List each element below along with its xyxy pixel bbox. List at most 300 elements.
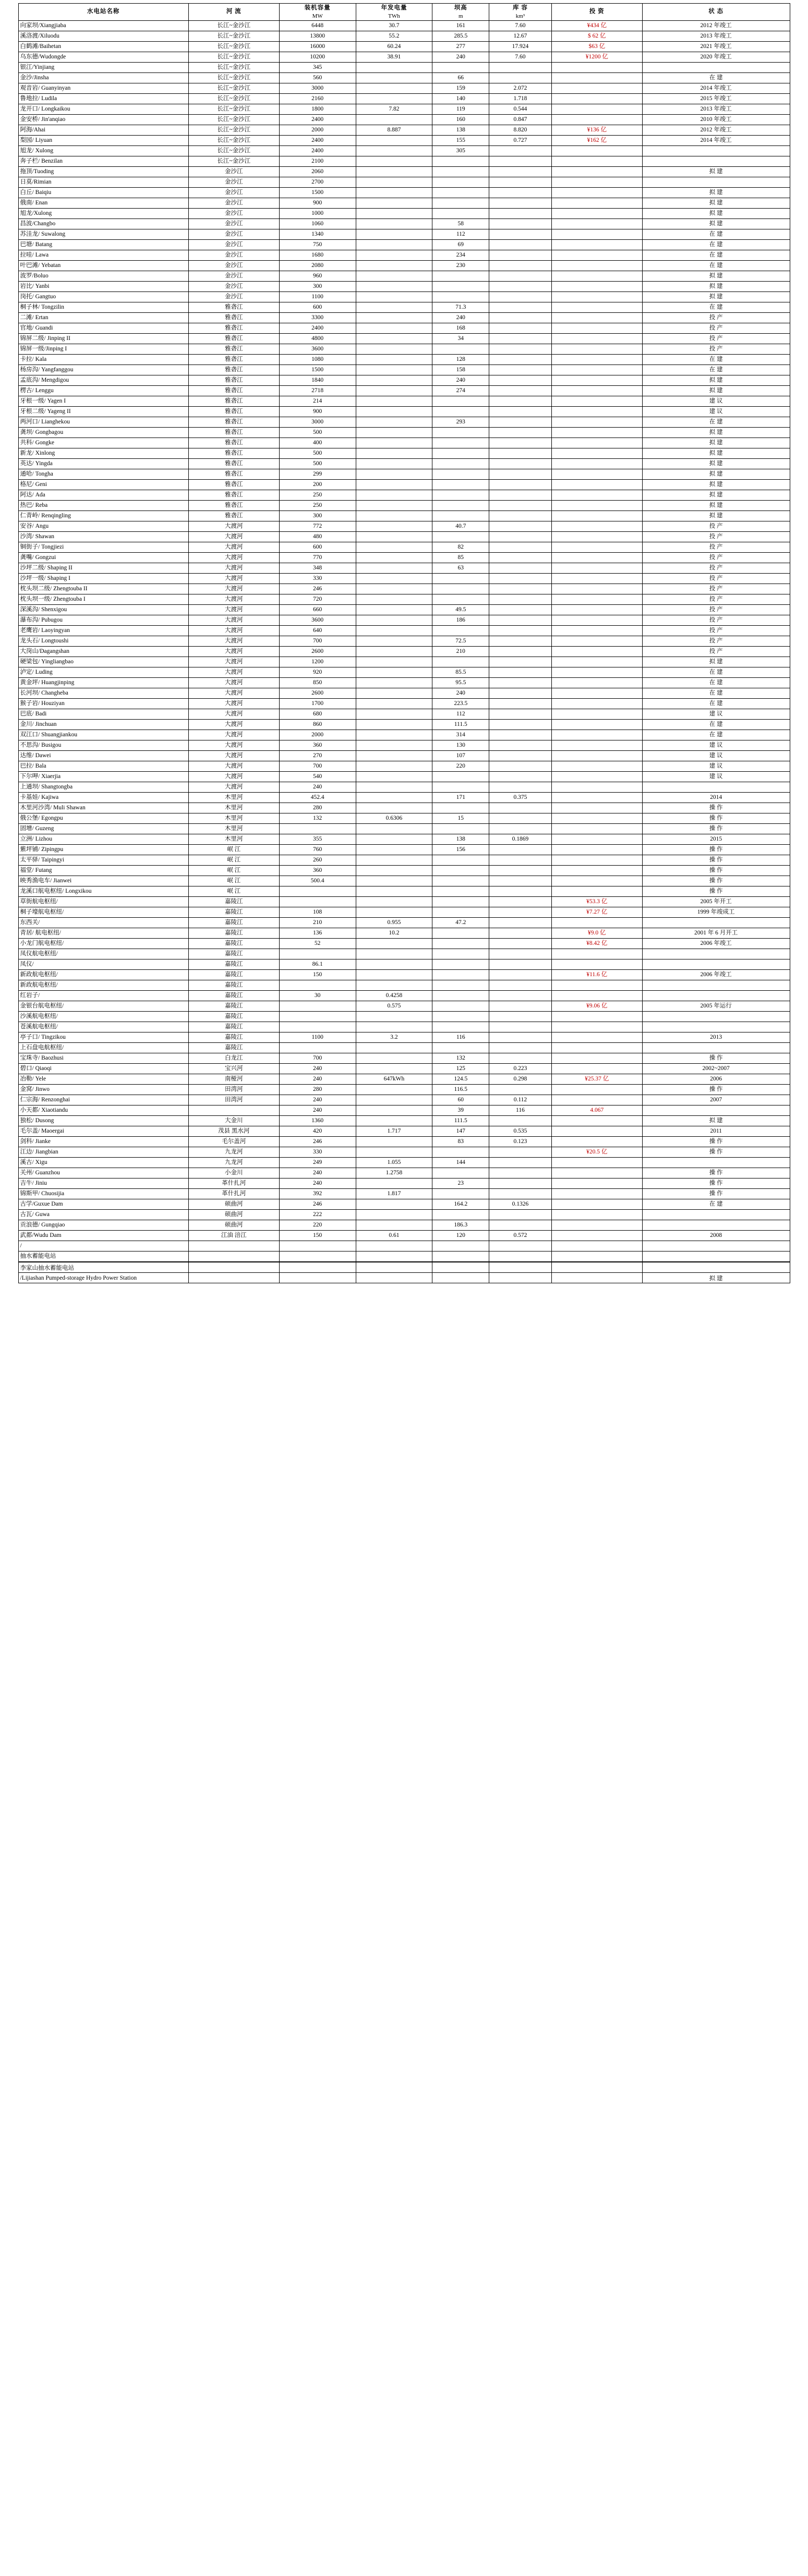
installed-capacity: 360 — [279, 866, 356, 876]
annual-generation — [356, 438, 432, 448]
installed-capacity: 222 — [279, 1210, 356, 1220]
table-row — [18, 980, 790, 991]
status: 拟 建 — [642, 292, 790, 302]
annual-generation — [356, 177, 432, 188]
status: 2014 — [642, 793, 790, 803]
dam-height: 168 — [432, 323, 489, 334]
station-name: 巴塘/ Batang — [18, 240, 188, 250]
status — [642, 1158, 790, 1168]
investment — [551, 334, 642, 344]
station-name: 金沙/Jinsha — [18, 73, 188, 83]
installed-capacity: 270 — [279, 751, 356, 761]
station-name: 毛尔盖/ Maoergai — [18, 1126, 188, 1137]
table-row — [18, 866, 790, 876]
table-row — [18, 1116, 790, 1126]
dam-height: 277 — [432, 42, 489, 52]
installed-capacity: 3000 — [279, 417, 356, 428]
dam-height: 210 — [432, 647, 489, 657]
reservoir-storage — [489, 63, 552, 73]
installed-capacity: 1700 — [279, 699, 356, 709]
investment — [551, 282, 642, 292]
station-name: 巴拉/ Bala — [18, 761, 188, 772]
dam-height — [432, 438, 489, 448]
status: 在 建 — [642, 250, 790, 261]
table-row — [18, 1085, 790, 1095]
status: 在 建 — [642, 688, 790, 699]
station-name: 上通坝/ Shangtongba — [18, 782, 188, 793]
station-name: 旭龙/Xulong — [18, 209, 188, 219]
dam-height — [432, 292, 489, 302]
investment — [551, 1053, 642, 1064]
annual-generation: 10.2 — [356, 928, 432, 939]
station-name: 观音岩/ Guanyinyan — [18, 83, 188, 94]
reservoir-storage: 0.544 — [489, 104, 552, 115]
investment — [551, 480, 642, 490]
installed-capacity — [279, 824, 356, 834]
dam-height: 82 — [432, 542, 489, 553]
dam-height — [432, 501, 489, 511]
status: 2011 — [642, 1126, 790, 1137]
investment — [551, 834, 642, 845]
installed-capacity: 1360 — [279, 1116, 356, 1126]
station-name: 通哈/ Tongha — [18, 469, 188, 480]
station-name: 草街航电枢纽/ — [18, 897, 188, 907]
investment — [551, 386, 642, 396]
dam-height — [432, 949, 489, 959]
table-row — [18, 177, 790, 188]
annual-generation: 0.6306 — [356, 813, 432, 824]
river-name: 嘉陵江 — [188, 1043, 279, 1053]
reservoir-storage — [489, 490, 552, 501]
table-row — [18, 21, 790, 31]
station-name: 立洲/ Lizhou — [18, 834, 188, 845]
status: 建 议 — [642, 772, 790, 782]
installed-capacity: 850 — [279, 678, 356, 688]
installed-capacity: 760 — [279, 845, 356, 855]
dam-height — [432, 198, 489, 209]
installed-capacity: 540 — [279, 772, 356, 782]
river-name — [188, 1241, 279, 1251]
river-name: 大渡河 — [188, 667, 279, 678]
investment — [551, 104, 642, 115]
dam-height: 107 — [432, 751, 489, 761]
table-row — [18, 1189, 790, 1199]
dam-height — [432, 459, 489, 469]
investment — [551, 584, 642, 594]
reservoir-storage: 0.223 — [489, 1064, 552, 1074]
investment — [551, 156, 642, 167]
river-name: 九龙河 — [188, 1147, 279, 1158]
annual-generation — [356, 167, 432, 177]
dam-height: 144 — [432, 1158, 489, 1168]
table-row — [18, 344, 790, 355]
status: 2005 年运行 — [642, 1001, 790, 1012]
annual-generation — [356, 261, 432, 271]
investment — [551, 657, 642, 667]
dam-height: 66 — [432, 73, 489, 83]
table-row — [18, 438, 790, 448]
annual-generation — [356, 939, 432, 949]
reservoir-storage — [489, 1220, 552, 1231]
river-name: 长江~金沙江 — [188, 125, 279, 136]
investment: ¥53.3 亿 — [551, 897, 642, 907]
status: 2020 年竣工 — [642, 52, 790, 63]
status: 建 议 — [642, 709, 790, 720]
station-name: 二滩/ Ertan — [18, 313, 188, 323]
table-row — [18, 991, 790, 1001]
reservoir-storage — [489, 970, 552, 980]
installed-capacity: 16000 — [279, 42, 356, 52]
table-row — [18, 83, 790, 94]
station-name: 新龙/ Xinlong — [18, 448, 188, 459]
reservoir-storage — [489, 761, 552, 772]
river-name: 嘉陵江 — [188, 1022, 279, 1032]
station-name: 白鹤滩/Baihetan — [18, 42, 188, 52]
dam-height — [432, 282, 489, 292]
station-name: 阿达/ Ada — [18, 490, 188, 501]
status — [642, 1251, 790, 1262]
station-name: 小龙门航电枢纽/ — [18, 939, 188, 949]
investment: ¥7.27 亿 — [551, 907, 642, 918]
annual-generation — [356, 855, 432, 866]
dam-height: 116 — [432, 1032, 489, 1043]
footer-dam-height-2 — [432, 1273, 489, 1283]
investment — [551, 949, 642, 959]
table-row — [18, 1220, 790, 1231]
river-name: 大渡河 — [188, 761, 279, 772]
river-name: 雅砻江 — [188, 365, 279, 375]
table-row — [18, 886, 790, 897]
footer-status-2: 拟 建 — [642, 1273, 790, 1283]
installed-capacity: 772 — [279, 521, 356, 532]
dam-height: 85 — [432, 553, 489, 563]
installed-capacity: 10200 — [279, 52, 356, 63]
status — [642, 63, 790, 73]
dam-height — [432, 980, 489, 991]
annual-generation — [356, 521, 432, 532]
status: 拟 建 — [642, 167, 790, 177]
investment — [551, 198, 642, 209]
river-name: 硕曲河 — [188, 1199, 279, 1210]
station-name: 龙溪口航电枢纽/ Longxikou — [18, 886, 188, 897]
investment — [551, 511, 642, 521]
dam-height — [432, 1147, 489, 1158]
annual-generation — [356, 1137, 432, 1147]
investment — [551, 1126, 642, 1137]
installed-capacity: 1080 — [279, 355, 356, 365]
river-name: 雅砻江 — [188, 428, 279, 438]
table-row — [18, 146, 790, 156]
station-name: 贡浪德/ Gungqiao — [18, 1220, 188, 1231]
status: 在 建 — [642, 229, 790, 240]
status: 2005 年开工 — [642, 897, 790, 907]
station-name: 两河口/ Lianghekou — [18, 417, 188, 428]
river-name: 金沙江 — [188, 250, 279, 261]
river-name: 大金川 — [188, 1116, 279, 1126]
installed-capacity: 1200 — [279, 657, 356, 667]
reservoir-storage — [489, 563, 552, 574]
table-row — [18, 469, 790, 480]
status: 投 产 — [642, 636, 790, 647]
reservoir-storage: 0.1869 — [489, 834, 552, 845]
status: 2001 年 6 月开工 — [642, 928, 790, 939]
river-name: 宝兴河 — [188, 1064, 279, 1074]
installed-capacity: 680 — [279, 709, 356, 720]
annual-generation — [356, 1012, 432, 1022]
annual-generation — [356, 959, 432, 970]
investment — [551, 678, 642, 688]
table-row — [18, 793, 790, 803]
footer-row-2 — [18, 1273, 790, 1283]
river-name: 大渡河 — [188, 730, 279, 740]
table-row — [18, 688, 790, 699]
installed-capacity: 3600 — [279, 344, 356, 355]
table-row — [18, 709, 790, 720]
investment — [551, 688, 642, 699]
dam-height — [432, 1189, 489, 1199]
reservoir-storage — [489, 866, 552, 876]
station-name: 瀑布沟/ Pubugou — [18, 615, 188, 626]
installed-capacity: 2400 — [279, 323, 356, 334]
status: 投 产 — [642, 647, 790, 657]
table-row — [18, 417, 790, 428]
annual-generation — [356, 980, 432, 991]
annual-generation — [356, 824, 432, 834]
river-name: 金沙江 — [188, 271, 279, 282]
reservoir-storage — [489, 271, 552, 282]
status: 操 作 — [642, 1053, 790, 1064]
footer-generation — [356, 1262, 432, 1273]
station-name: 阿海/Ahai — [18, 125, 188, 136]
annual-generation — [356, 1053, 432, 1064]
reservoir-storage — [489, 396, 552, 407]
dam-height: 47.2 — [432, 918, 489, 928]
river-name: 金沙江 — [188, 198, 279, 209]
dam-height: 132 — [432, 1053, 489, 1064]
investment — [551, 709, 642, 720]
investment — [551, 793, 642, 803]
table-row — [18, 782, 790, 793]
dam-height — [432, 1022, 489, 1032]
annual-generation — [356, 198, 432, 209]
river-name: 大渡河 — [188, 751, 279, 761]
table-row — [18, 167, 790, 177]
investment — [551, 824, 642, 834]
investment: ¥25.37 亿 — [551, 1074, 642, 1085]
dam-height: 156 — [432, 845, 489, 855]
river-name: 雅砻江 — [188, 480, 279, 490]
installed-capacity — [279, 1022, 356, 1032]
river-name — [188, 1251, 279, 1262]
station-name: 锦斯甲/ Chuosijia — [18, 1189, 188, 1199]
status: 拟 建 — [642, 386, 790, 396]
table-row — [18, 1032, 790, 1043]
annual-generation — [356, 970, 432, 980]
annual-generation: 38.91 — [356, 52, 432, 63]
annual-generation: 0.955 — [356, 918, 432, 928]
annual-generation: 647kWh — [356, 1074, 432, 1085]
reservoir-storage — [489, 1032, 552, 1043]
reservoir-storage — [489, 355, 552, 365]
installed-capacity: 700 — [279, 761, 356, 772]
river-name: 嘉陵江 — [188, 949, 279, 959]
annual-generation — [356, 803, 432, 813]
river-name: 雅砻江 — [188, 469, 279, 480]
dam-height — [432, 897, 489, 907]
status — [642, 782, 790, 793]
station-name: 大岗山/Dagangshan — [18, 647, 188, 657]
dam-height — [432, 657, 489, 667]
station-name: 硬梁包/ Yingliangbao — [18, 657, 188, 667]
investment — [551, 438, 642, 448]
investment: ¥1200 亿 — [551, 52, 642, 63]
table-row — [18, 240, 790, 250]
reservoir-storage — [489, 918, 552, 928]
reservoir-storage — [489, 553, 552, 563]
status: 投 产 — [642, 313, 790, 323]
dam-height: 112 — [432, 709, 489, 720]
river-name: 雅砻江 — [188, 334, 279, 344]
reservoir-storage — [489, 313, 552, 323]
dam-height — [432, 63, 489, 73]
status: 在 建 — [642, 699, 790, 709]
reservoir-storage — [489, 720, 552, 730]
river-name: 金沙江 — [188, 209, 279, 219]
river-name: 长江~金沙江 — [188, 156, 279, 167]
footer-row-1 — [18, 1262, 790, 1273]
investment — [551, 271, 642, 282]
dam-height — [432, 396, 489, 407]
dam-height — [432, 959, 489, 970]
installed-capacity: 392 — [279, 1189, 356, 1199]
installed-capacity: 348 — [279, 563, 356, 574]
river-name: 长江~金沙江 — [188, 52, 279, 63]
status: 拟 建 — [642, 198, 790, 209]
table-row — [18, 1231, 790, 1241]
dam-height: 111.5 — [432, 1116, 489, 1126]
river-name: 木里河 — [188, 834, 279, 845]
station-name: 碧口/ Qiaoqi — [18, 1064, 188, 1074]
station-name: 深溪沟/ Shenxigou — [18, 605, 188, 615]
status: 2013 年竣工 — [642, 104, 790, 115]
installed-capacity: 2060 — [279, 167, 356, 177]
dam-height — [432, 866, 489, 876]
dam-height — [432, 156, 489, 167]
station-name: 紫坪铺/ Zipingpu — [18, 845, 188, 855]
table-body — [18, 21, 790, 1262]
reservoir-storage — [489, 824, 552, 834]
installed-capacity: 246 — [279, 584, 356, 594]
status: 操 作 — [642, 824, 790, 834]
station-name: 奔子栏/ Benzilan — [18, 156, 188, 167]
status: 2010 年竣工 — [642, 115, 790, 125]
installed-capacity: 3600 — [279, 615, 356, 626]
table-row — [18, 448, 790, 459]
status: 拟 建 — [642, 469, 790, 480]
investment — [551, 115, 642, 125]
col-header-storage: 库 容 km³ — [489, 4, 552, 21]
annual-generation: 55.2 — [356, 31, 432, 42]
investment — [551, 292, 642, 302]
installed-capacity: 2600 — [279, 688, 356, 699]
reservoir-storage: 8.820 — [489, 125, 552, 136]
station-name: 溪古/ Xigu — [18, 1158, 188, 1168]
river-name: 长江~金沙江 — [188, 83, 279, 94]
status — [642, 1210, 790, 1220]
annual-generation — [356, 1220, 432, 1231]
reservoir-storage: 0.112 — [489, 1095, 552, 1105]
col-header-capacity: 装机容量 MW — [279, 4, 356, 21]
dam-height — [432, 803, 489, 813]
annual-generation — [356, 834, 432, 845]
dam-height: 240 — [432, 52, 489, 63]
table-row — [18, 626, 790, 636]
investment — [551, 803, 642, 813]
station-name: 鲁地拉/ Ludila — [18, 94, 188, 104]
dam-height: 240 — [432, 375, 489, 386]
dam-height: 83 — [432, 1137, 489, 1147]
dam-height: 155 — [432, 136, 489, 146]
station-name: 枕头坝二级/ Zhengtouba II — [18, 584, 188, 594]
annual-generation — [356, 782, 432, 793]
station-name: 铜街子/ Tongjiezi — [18, 542, 188, 553]
annual-generation — [356, 866, 432, 876]
status: 在 建 — [642, 240, 790, 250]
status: 投 产 — [642, 574, 790, 584]
dam-height — [432, 1043, 489, 1053]
investment — [551, 647, 642, 657]
table-row — [18, 678, 790, 688]
dam-height: 125 — [432, 1064, 489, 1074]
installed-capacity: 13800 — [279, 31, 356, 42]
installed-capacity: 600 — [279, 542, 356, 553]
annual-generation — [356, 615, 432, 626]
table-row — [18, 845, 790, 855]
investment — [551, 448, 642, 459]
table-row — [18, 907, 790, 918]
status: 2015 年竣工 — [642, 94, 790, 104]
station-name: 沙溪航电枢纽/ — [18, 1012, 188, 1022]
annual-generation — [356, 626, 432, 636]
installed-capacity: 900 — [279, 407, 356, 417]
investment — [551, 83, 642, 94]
installed-capacity: 2100 — [279, 156, 356, 167]
annual-generation — [356, 469, 432, 480]
river-name: 田湾河 — [188, 1095, 279, 1105]
status: 操 作 — [642, 1189, 790, 1199]
investment — [551, 636, 642, 647]
annual-generation — [356, 229, 432, 240]
river-name: 岷 江 — [188, 866, 279, 876]
reservoir-storage — [489, 1158, 552, 1168]
reservoir-storage — [489, 574, 552, 584]
status: 拟 建 — [642, 428, 790, 438]
installed-capacity: 240 — [279, 1064, 356, 1074]
status: 投 产 — [642, 521, 790, 532]
dam-height — [432, 448, 489, 459]
annual-generation — [356, 657, 432, 667]
station-name: 红岩子/ — [18, 991, 188, 1001]
dam-height: 49.5 — [432, 605, 489, 615]
status: 投 产 — [642, 605, 790, 615]
reservoir-storage — [489, 928, 552, 939]
installed-capacity: 200 — [279, 480, 356, 490]
river-name: 嘉陵江 — [188, 918, 279, 928]
investment — [551, 574, 642, 584]
status: 操 作 — [642, 866, 790, 876]
river-name: 木里河 — [188, 813, 279, 824]
annual-generation — [356, 63, 432, 73]
